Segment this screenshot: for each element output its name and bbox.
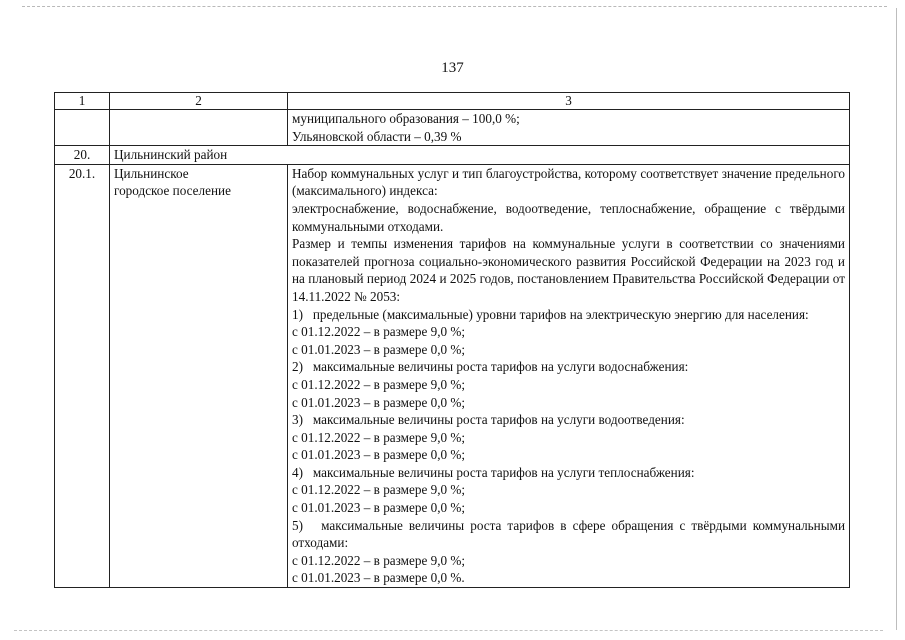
continuation-line: Ульяновской области – 0,39 % — [292, 128, 462, 144]
continuation-text-cell — [288, 110, 850, 146]
scan-edge-top — [22, 6, 887, 7]
continuation-line: муниципального образования – 100,0 %; — [292, 111, 520, 126]
continuation-name-cell — [110, 110, 288, 146]
header-col-1: 1 — [55, 93, 110, 110]
tariff-item-title: 5) максимальные величины роста тарифов в сфере обращения с твёрдыми коммунальными отходами: — [292, 517, 845, 551]
settlement-name-line: городское поселение — [114, 183, 231, 199]
settlement-row — [55, 164, 850, 587]
tariff-item-line: с 01.12.2022 – в размере 9,0 %; — [292, 552, 466, 568]
tariff-item-line: с 01.01.2023 – в размере 0,0 %; — [292, 447, 466, 463]
page-number: 137 — [441, 60, 464, 76]
scan-edge-right — [896, 8, 897, 630]
table-header-row — [55, 93, 850, 110]
header-col-2: 2 — [110, 93, 288, 110]
tariff-item-title: 1) предельные (максимальные) уровни тарифов на электрическую энергию для населения: — [292, 306, 809, 322]
tariff-item-line: с 01.01.2023 – в размере 0,0 %; — [292, 500, 466, 516]
tariff-item-line: с 01.01.2023 – в размере 0,0 %; — [292, 394, 466, 410]
settlement-number: 20.1. — [55, 164, 110, 587]
district-name: Цильнинский район — [110, 146, 850, 165]
tariffs-intro: Размер и темпы изменения тарифов на коммунальные услуги в соответствии со значениями показателей прогноза социально-экономического развития Российской Федерации на 2023 год и на плановый период 2024 и 2025 годов, постановлением Правительства Российской Федерации от 14.11.2022 № 2053: — [292, 236, 845, 304]
district-number: 20. — [55, 146, 110, 165]
district-row — [55, 146, 850, 165]
settlement-name-cell — [110, 164, 288, 587]
continuation-num-cell — [55, 110, 110, 146]
tariff-item-line: с 01.01.2023 – в размере 0,0 %. — [292, 570, 465, 586]
header-col-3: 3 — [288, 93, 850, 110]
tariff-item-title: 3) максимальные величины роста тарифов на услуги водоотведения: — [292, 412, 685, 428]
tariff-item-line: с 01.12.2022 – в размере 9,0 %; — [292, 429, 466, 445]
tariff-item-line: с 01.01.2023 – в размере 0,0 %; — [292, 341, 466, 357]
services-intro: Набор коммунальных услуг и тип благоустройства, которому соответствует значение предельного (максимального) индекса: — [292, 165, 845, 199]
settlement-name-line: Цильнинское — [114, 165, 189, 181]
tariff-item-line: с 01.12.2022 – в размере 9,0 %; — [292, 376, 466, 392]
tariff-table — [54, 92, 850, 588]
tariff-item-line: с 01.12.2022 – в размере 9,0 %; — [292, 482, 466, 498]
continuation-row — [55, 110, 850, 146]
scan-edge-bottom — [14, 630, 883, 631]
tariff-item-title: 4) максимальные величины роста тарифов на услуги теплоснабжения: — [292, 464, 695, 480]
settlement-details-cell — [288, 164, 850, 587]
tariff-item-title: 2) максимальные величины роста тарифов на услуги водоснабжения: — [292, 359, 689, 375]
tariff-item-line: с 01.12.2022 – в размере 9,0 %; — [292, 324, 466, 340]
services-list: электроснабжение, водоснабжение, водоотведение, теплоснабжение, обращение с твёрдыми коммунальными отходами. — [292, 200, 845, 234]
